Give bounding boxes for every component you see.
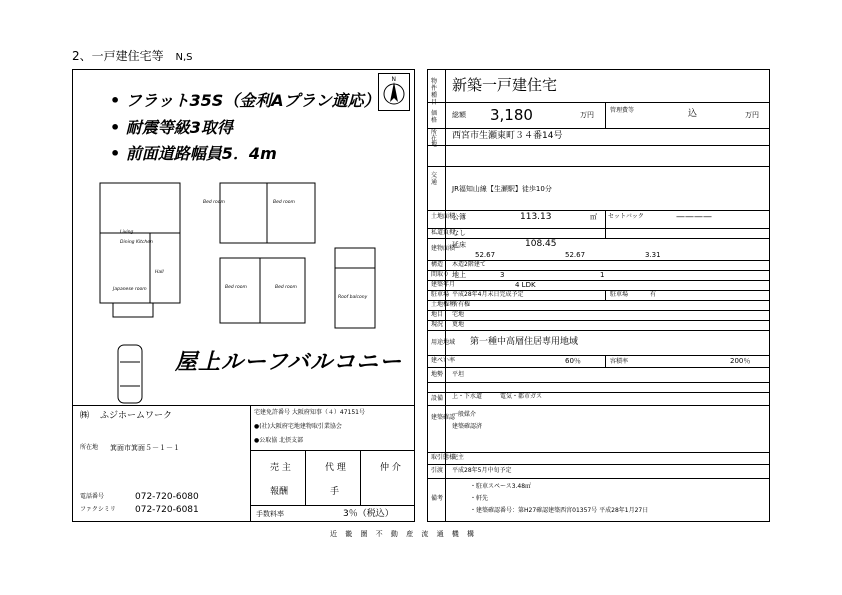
confirm-value: 一般媒介 [452,411,477,418]
label-deal: 取引態様 [431,454,456,461]
zoning-value: 第一種中高層住居専用地域 [470,337,579,347]
company-mark: ㈱ [80,411,90,421]
fee-rate-label: 手数料率 [256,510,284,518]
structure-value: 木造2階建て [452,261,486,268]
compass-box [378,73,410,111]
tel-number: 072-720-6080 [135,492,199,502]
row-line [427,320,770,321]
feature-bullet-1: • フラット35S（金利Aプラン適応） [110,91,380,110]
slope-value: 平坦 [452,371,465,378]
association-2: ●公取協 北摂支部 [254,437,304,444]
heading-title: 2、一戸建住宅等 [72,49,164,63]
label-land-right: 土地権利 [431,301,456,308]
room-label-tatami: Japanese room [113,287,147,292]
land-label: 公簿 [452,213,466,221]
layout-value: 4 LDK [515,281,536,289]
fee-label: 報酬 [270,487,289,497]
fax-number: 072-720-6081 [135,505,199,515]
parking-value: 有 [650,291,657,298]
floor1-area: 52.67 [475,251,496,259]
room-label-bed2: Bed room [273,200,295,205]
company-address: 箕面市箕面５－１－１ [110,444,180,452]
row-line [427,210,770,211]
row-line [427,310,770,311]
price-value: 3,180 [490,106,533,124]
row-line [427,367,770,368]
row-line [427,128,770,129]
company-name: ふジホームワーク [100,411,173,421]
row-line [427,280,770,281]
page-heading [72,47,192,64]
fee-rate: 3％（税込） [343,509,394,519]
feature-bullet-2: • 耐震等級3取得 [110,118,233,137]
room-label-living: Living [120,230,134,235]
label-access: 交通 [431,172,438,186]
row-line [427,478,770,479]
label-delivery: 引渡 [431,467,444,474]
facilities-value-1: 上・下水道 [452,393,483,400]
land-right-value: 所有権 [452,301,471,308]
price-label: 総額 [452,111,466,119]
location-value: 西宮市生瀬東町３４番14号 [452,131,563,141]
roof-balcony-caption: 屋上ルーフバルコニー [175,350,403,375]
label-zoning: 用途地域 [431,339,456,346]
address-label: 所在地 [80,444,99,451]
land-category-value: 宅地 [452,311,465,318]
label-type: 物件種目 [431,78,438,106]
fee-header-3: 仲 介 [380,463,401,473]
row-line [427,102,770,103]
label-building-area: 建物面積 [431,245,456,252]
row-line [427,382,770,383]
license-number: 宅建免許番号 大阪府知事（４）47151号 [254,409,365,416]
row-line [427,355,770,356]
parking-label: 駐車場 [610,291,629,298]
room-label-roof: Roof balcony [338,295,368,300]
svg-text:N: N [391,76,396,83]
room-label-bed1: Bed room [203,200,225,205]
label-parking: 駐車場 [431,291,450,298]
label-confirm: 建築確認 [431,414,456,421]
row-line [427,330,770,331]
car-icon [110,340,150,410]
row-line [427,228,770,229]
row-line [427,300,770,301]
label-land-category: 地目 [431,311,444,318]
label-slope: 地勢 [431,371,444,378]
tel-label: 電話番号 [80,493,105,500]
deal-value: 売主 [452,454,465,461]
room-label-bed4: Bed room [275,285,297,290]
notes-line-3: ・建築確認番号：第H27確認建築西宮01357号 平成28年1月27日 [470,507,649,514]
cell-divider [605,290,606,300]
floor3-area: 3.31 [645,251,661,259]
notes-line-1: ・駐車スペース3.48㎡ [470,483,532,490]
setback-label: セットバック [608,213,644,220]
land-unit: ㎡ [590,213,597,221]
notes-line-2: ・軒先 [470,495,489,502]
rooms-count: 1 [600,271,605,279]
label-completion: 建築年月 [431,281,456,288]
row-line [427,270,770,271]
north-arrow-icon [379,74,409,110]
fax-label: ファクシミリ [80,506,116,513]
building-total: 108.45 [525,239,557,249]
divider [250,505,415,506]
mgmt-label: 管理費等 [610,107,635,114]
fee-value: 手 [330,487,340,497]
row-line [427,238,770,239]
far-label: 容積率 [610,358,629,365]
price-unit: 万円 [580,111,594,119]
far-value: 200％ [730,357,751,365]
completion-value: 平成28年4月末日完成予定 [452,291,524,298]
status-value: 更地 [452,321,465,328]
divider [72,405,415,406]
label-status: 現況 [431,321,444,328]
floor-plan [95,178,385,338]
label-private-road: 私道負担 [431,229,456,236]
room-label-hall: Hall [155,270,164,275]
building-total-label: 延床 [452,241,466,249]
facilities-value-2: 電気・都市ガス [500,393,543,400]
coverage-value: 60％ [565,357,581,365]
mgmt-value: 込 [688,109,698,119]
mgmt-unit: 万円 [745,111,759,119]
divider [360,450,361,505]
label-facilities: 設備 [431,395,444,402]
floor2-area: 52.67 [565,251,586,259]
row-line [427,452,770,453]
delivery-value: 平成28年5月中旬予定 [452,467,512,474]
row-line [427,405,770,406]
room-label-ldk: Dining Kitchen [120,240,153,245]
cell-divider [605,210,606,238]
label-coverage: 建ぺい率 [431,357,456,364]
row-line [427,464,770,465]
feature-bullet-3: • 前面道路幅員5．4m [110,144,277,163]
rooms-label: 地上 [452,271,466,279]
divider [305,450,306,505]
land-area: 113.13 [520,212,552,222]
cell-divider [605,102,606,128]
fee-header-2: 代 理 [325,463,346,473]
cell-divider [605,355,606,367]
label-location: 所在地 [431,129,438,148]
heading-code: N,S [175,52,193,63]
access-value: JR福知山線【生瀬駅】徒歩10分 [452,185,552,193]
association-1: ●(社)大阪府宅地建物取引業協会 [254,423,342,430]
confirm-value-2: 建築確認済 [452,423,483,430]
footer-text: 近 畿 圏 不 動 産 流 通 機 構 [330,530,478,538]
property-type: 新築一戸建住宅 [452,76,558,94]
divider [250,450,415,451]
label-price: 価格 [431,110,438,124]
label-land-area: 土地面積 [431,213,456,220]
row-line [427,166,770,167]
label-structure: 構造 [431,261,444,268]
room-label-bed3: Bed room [225,285,247,290]
setback-value: ———— [676,212,712,222]
rooms-value: 3 [500,271,505,279]
fee-header-1: 売 主 [270,463,291,473]
row-line [427,145,770,146]
private-road-value: なし [452,229,466,237]
label-layout: 間取り [431,271,450,278]
label-notes: 備考 [431,495,444,502]
